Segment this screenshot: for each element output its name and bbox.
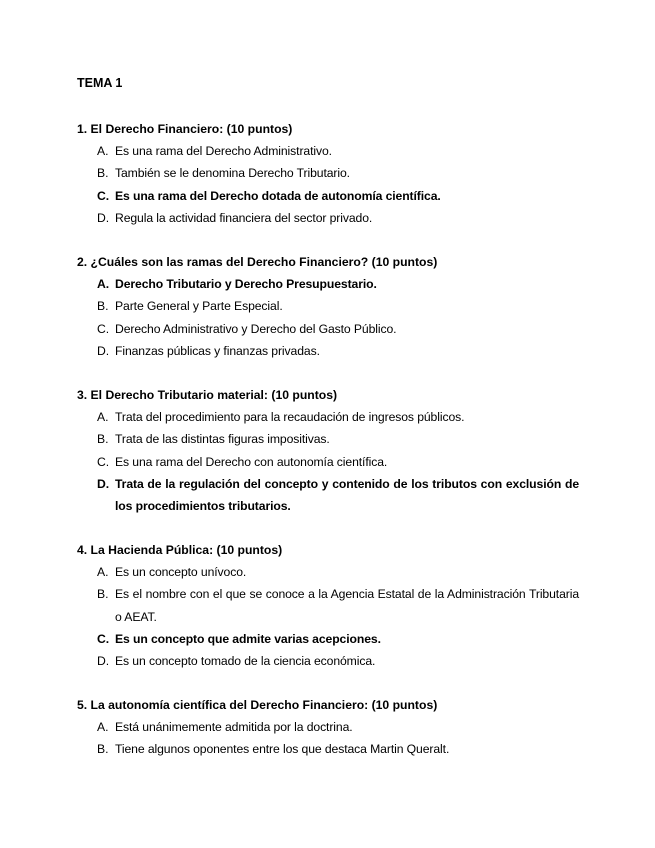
option-letter: D. (97, 343, 110, 358)
option-letter: A. (97, 565, 109, 579)
option-text: Tiene algunos oponentes entre los que destaca Martin Queralt. (115, 742, 450, 757)
option-letter: B. (97, 299, 109, 314)
option-text: Es un concepto unívoco. (115, 565, 247, 579)
question-1 (77, 118, 579, 229)
option-text: Trata de la regulación del concepto y contenido de los tributos con exclusión de los procedimientos tributarios. (115, 476, 579, 514)
question-4 (77, 539, 579, 672)
option-d (77, 650, 579, 672)
option-c-correct (77, 628, 579, 650)
option-a (77, 406, 579, 428)
question-text: 3. El Derecho Tributario material: (10 puntos) (77, 388, 338, 402)
option-letter: B. (97, 742, 109, 757)
option-text: Parte General y Parte Especial. (115, 299, 283, 314)
option-text: Es un concepto tomado de la ciencia económica. (115, 654, 376, 669)
option-letter: A. (97, 277, 110, 291)
option-text: Es el nombre con el que se conoce a la Agencia Estatal de la Administración Tributaria o AEAT. (115, 587, 579, 624)
option-text: Es un concepto que admite varias acepciones. (115, 631, 381, 646)
question-text: 5. La autonomía científica del Derecho Financiero: (10 puntos) (77, 698, 438, 712)
option-b (77, 295, 579, 317)
option-text: Es una rama del Derecho Administrativo. (115, 144, 332, 158)
option-text: También se le denomina Derecho Tributario. (115, 166, 350, 181)
option-b (77, 738, 579, 760)
option-text: Trata del procedimiento para la recaudación de ingresos públicos. (115, 410, 465, 424)
option-a-correct (77, 273, 579, 295)
question-text: 2. ¿Cuáles son las ramas del Derecho Financiero? (10 puntos) (77, 255, 438, 269)
option-text: Derecho Administrativo y Derecho del Gasto Público. (115, 321, 397, 336)
option-letter: B. (97, 432, 109, 447)
option-a (77, 716, 579, 738)
option-c (77, 318, 579, 340)
option-text: Finanzas públicas y finanzas privadas. (115, 343, 320, 358)
option-text: Está unánimemente admitida por la doctrina. (115, 720, 353, 734)
option-text: Trata de las distintas figuras impositivas. (115, 432, 330, 447)
option-d (77, 207, 579, 229)
question-text: 1. El Derecho Financiero: (10 puntos) (77, 122, 293, 136)
option-b (77, 583, 579, 628)
question-2 (77, 251, 579, 362)
option-text: Es una rama del Derecho con autonomía científica. (115, 454, 388, 469)
option-c (77, 451, 579, 473)
option-text: Derecho Tributario y Derecho Presupuestario. (115, 277, 377, 291)
option-b (77, 162, 579, 184)
option-text: Es una rama del Derecho dotada de autonomía científica. (115, 188, 441, 203)
option-b (77, 428, 579, 450)
option-a (77, 561, 579, 583)
page-title: TEMA 1 (77, 76, 123, 90)
option-letter: A. (97, 144, 109, 158)
option-letter: C. (97, 631, 110, 646)
option-letter: C. (97, 454, 110, 469)
option-text: Regula la actividad financiera del sector privado. (115, 210, 373, 225)
option-letter: C. (97, 321, 110, 336)
question-text: 4. La Hacienda Pública: (10 puntos) (77, 543, 283, 557)
question-5 (77, 694, 579, 761)
option-letter: D. (97, 476, 110, 491)
option-d (77, 340, 579, 362)
option-letter: D. (97, 654, 110, 669)
option-c-correct (77, 185, 579, 207)
option-letter: B. (97, 587, 109, 602)
option-d-correct (77, 473, 579, 518)
option-letter: D. (97, 210, 110, 225)
option-letter: A. (97, 720, 109, 734)
question-3 (77, 384, 579, 517)
option-letter: C. (97, 188, 110, 203)
option-a (77, 140, 579, 162)
option-letter: A. (97, 410, 109, 424)
option-letter: B. (97, 166, 109, 181)
